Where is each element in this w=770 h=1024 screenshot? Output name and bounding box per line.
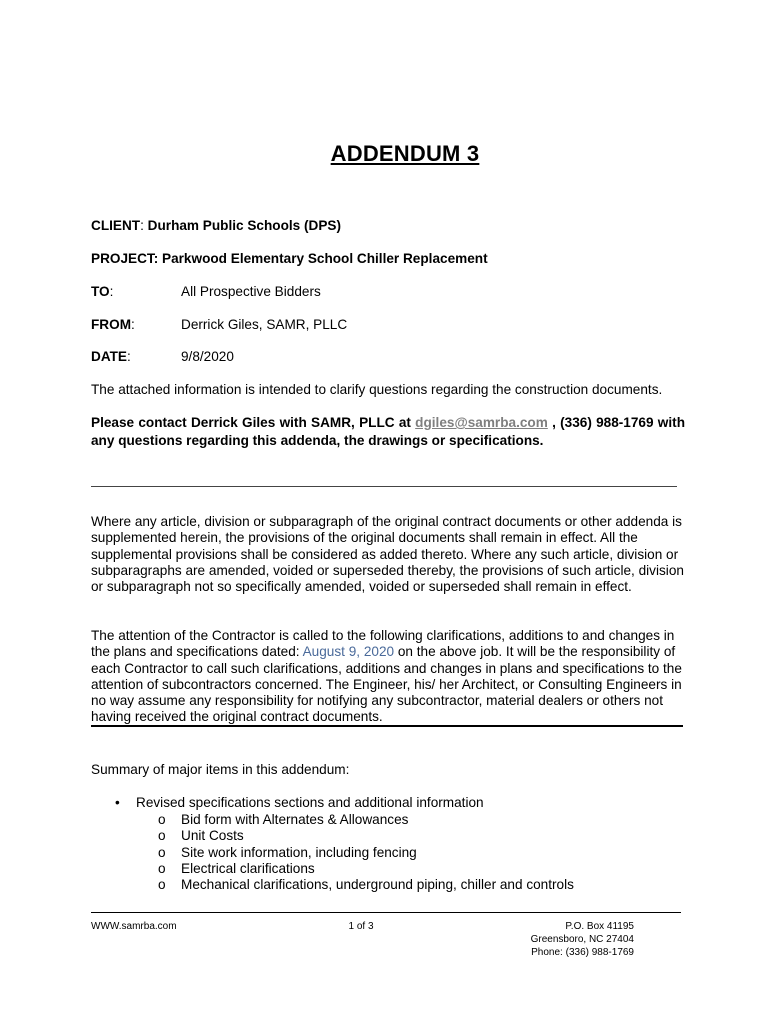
subitem-marker: o: [158, 877, 166, 892]
client-value: Durham Public Schools (DPS): [147, 218, 342, 233]
bullet-marker: •: [115, 795, 120, 810]
attention-paragraph: [91, 628, 691, 726]
footer-po-box: P.O. Box 41195: [565, 921, 634, 932]
attention-after: on the above job. It will be the responsibility of each Contractor to call such clarifications, additions and changes in plans and specifications to the attention of subcontractors concerned. The Engineer, his/ her Architect, or Consulting Engineers in no way assume any responsibility for notifying any subcontractor, material dealers or others not having received the original contract documents.: [91, 644, 682, 725]
from-label: FROM:: [91, 317, 135, 332]
footer-page-number: 1 of 3: [348, 921, 374, 932]
subitem-marker: o: [158, 828, 166, 843]
subitem-marker: o: [158, 812, 166, 827]
footer-city: Greensboro, NC 27404: [530, 934, 634, 945]
to-value: All Prospective Bidders: [181, 284, 321, 299]
from-value: Derrick Giles, SAMR, PLLC: [181, 317, 348, 332]
contact-email-link[interactable]: dgiles@samrba.com: [415, 415, 548, 430]
footer-phone: Phone: (336) 988-1769: [531, 947, 634, 958]
document-title: ADDENDUM 3: [330, 141, 480, 166]
attention-date: August 9, 2020: [302, 644, 395, 660]
bullet-text: Revised specifications sections and additional information: [136, 795, 484, 810]
subitem-bid-form: Bid form with Alternates & Allowances: [181, 812, 409, 827]
project-label: PROJECT:: [91, 251, 163, 266]
client-line: [91, 218, 341, 234]
separator-rule: [91, 486, 677, 487]
subitem-site-work: Site work information, including fencing: [181, 845, 417, 860]
provisions-paragraph: Where any article, division or subparagraph of the original contract documents or other addenda is supplemented herein, the provisions of the original documents shall remain in effect. All the supplemental provisions shall be considered as added thereto. Where any such article, division or subparagraphs are amended, voided or superseded thereby, the provisions of such article, division or subparagraph not so specifically amended, voided or superseded shall remain in effect.: [91, 514, 684, 595]
client-separator: :: [140, 218, 148, 233]
subitem-electrical: Electrical clarifications: [181, 861, 315, 876]
section-divider: [91, 725, 683, 727]
intro-text: The attached information is intended to clarify questions regarding the construction documents.: [91, 382, 663, 397]
subitem-unit-costs: Unit Costs: [181, 828, 244, 843]
subitem-mechanical: Mechanical clarifications, underground piping, chiller and controls: [181, 877, 574, 892]
project-value: Parkwood Elementary School Chiller Replacement: [162, 251, 488, 266]
footer-website: WWW.samrba.com: [91, 921, 177, 932]
subitem-marker: o: [158, 861, 166, 876]
project-line: [91, 251, 488, 267]
contact-before: Please contact Derrick Giles with SAMR, PLLC at: [91, 415, 416, 430]
date-value: 9/8/2020: [181, 349, 234, 364]
contact-paragraph: [91, 414, 685, 450]
date-label: DATE:: [91, 349, 131, 364]
contact-after: , (336) 988-1769 with any questions regarding this addenda, the drawings or specifications.: [91, 415, 685, 448]
summary-heading: Summary of major items in this addendum:: [91, 762, 350, 777]
subitem-marker: o: [158, 845, 166, 860]
attention-before: The attention of the Contractor is called to the following clarifications, additions to and changes in the plans and specifications dated:: [91, 628, 675, 660]
to-label: TO:: [91, 284, 114, 299]
client-label: CLIENT: [91, 218, 141, 233]
footer-rule: [91, 912, 681, 913]
footer-address: [480, 920, 634, 959]
